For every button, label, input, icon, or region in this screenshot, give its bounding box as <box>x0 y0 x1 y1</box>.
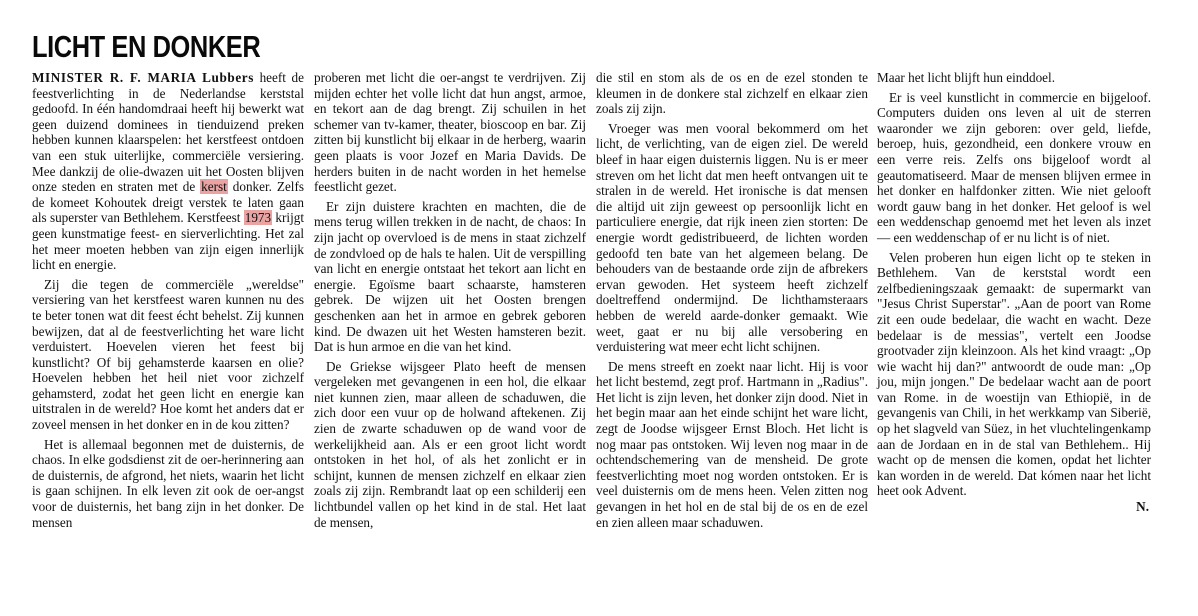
paragraph-text: heeft de feestverlichting in de Nederlandse kerststal gedoofd. In één handomdraai heeft hij bewerkt wat geen duizend dominees in tienduizend preken hebben kunnen klaarspelen: het kerstfeest ontdoen van een stuk uiterlijke, commerciële versiering. Mee dankzij de olie-dwazen uit het Oosten blijven onze steden en straten met de <box>32 70 304 195</box>
paragraph: De mens streeft en zoekt naar licht. Hij is voor het licht bestemd, zegt prof. Hartmann in „Radius". Het licht is zijn leven, het donker zijn dood. Niet in het begin maar aan het einde schijnt het ware licht, zegt de Joodse wijsgeer Ernst Bloch. Het licht is nog maar pas ontstoken. Wij leven nog maar in de ochtendschemering van de mensheid. De grote feestverlichting moet nog worden ontstoken. Er is veel duisternis om de mens heen. Velen zitten nog gevangen in het hol en de stal bij de os en de ezel en zien alleen maar schaduwen. <box>596 358 868 530</box>
highlighted-term: 1973 <box>244 210 272 226</box>
paragraph: Zij die tegen de commerciële „wereldse" versiering van het kerstfeest waren kunnen nu des te beter tonen wat dit feest écht behelst. Zij kunnen bewijzen, dat al de feestverlichting het ware licht verduistert. Hoevelen vieren het feest bij kunstlicht? Of bij gehamsterde kaarsen en olie? Hoevelen hebben het heil niet voor zichzelf gehamsterd, zodat het geen licht en energie kan uitstralen in de wereld? Hoe komt het anders dat er zoveel mensen in het donker en in de kou zitten? <box>32 276 304 433</box>
article-headline: LICHT EN DONKER <box>32 29 261 64</box>
article-column-1 <box>32 70 304 530</box>
paragraph: Het is allemaal begonnen met de duisternis, de chaos. In elke godsdienst zit de oer-herinnering aan de duisternis, de afgrond, het niets, waarin het licht is gaan schijnen. In elk leven zit ook de oer-angst voor de duisternis, het bang zijn in het donker. De mensen <box>32 436 304 530</box>
paragraph-text: krijgt geen kunstmatige feest- en sierverlichting. Het zal het meer moeten hebben van zijn eigen innerlijk licht en energie. <box>32 210 304 273</box>
paragraph <box>32 70 304 273</box>
article-column-4 <box>877 70 1151 515</box>
paragraph: proberen met licht die oer-angst te verdrijven. Zij mijden echter het volle licht dat hun angst, armoe, en tekort aan de dag brengt. Zij schuilen in het schemer van tv-kamer, theater, bioscoop en bar. Zij zitten bij kunstlicht bij elkaar in de herberg, waarin geen plaats is voor Jozef en Maria Davids. De herders buiten in de nacht worden in het hemelse feestlicht gezet. <box>314 70 586 195</box>
highlighted-term: kerst <box>201 179 227 195</box>
paragraph: Er zijn duistere krachten en machten, die de mens terug willen trekken in de nacht, de chaos: In zijn jacht op overvloed is de mens in staat zichzelf de zondvloed op de hals te halen. Uit de verspilling van licht en energie ontstaat het tekort aan licht en energie. Egoïsme baart schaarste, hamsteren gebrek. De wijzen uit het Oosten brengen geschenken aan het in armoe en gebrek geboren kind. De dwazen uit het Westen hamsteren bezit. Dat is hun armoe en die van het kind. <box>314 198 586 355</box>
paragraph: De Griekse wijsgeer Plato heeft de mensen vergeleken met gevangenen in een hol, die elkaar niet kunnen zien, maar alleen de schaduwen, die zich door een vuur op de holwand aftekenen. Zij zien de zwarte schaduwen op de wand voor de werkelijkheid aan. Als er een groot licht wordt ontstoken in het hol, of als het zonlicht er in schijnt, kunnen de mensen zichzelf en elkaar zien zoals zij zijn. Rembrandt laat op een schilderij een lichtbundel vallen op het kind in de stal. Het laat de mensen, <box>314 358 586 530</box>
paragraph: Maar het licht blijft hun einddoel. <box>877 70 1055 85</box>
paragraph: Velen proberen hun eigen licht op te steken in Bethlehem. Van de kerststal wordt een zelfbedieningszaak gemaakt: de supermarkt van "Jesus Christ Superstar". „Aan de poort van Rome zit een oude bedelaar, die wacht en wacht. Deze bedelaar is de messias", vertelt een Joodse grootvader zijn kleinzoon. Als het kind vraagt: „Op wie wacht hij dan?" antwoordt de oude man: „Op jou, mijn jongen." De bedelaar wacht aan de poort van Rome. in de woestijn van Ethiopië, in de gevangenis van Chili, in het werkkamp van Siberië, op het slagveld van Süez, in het vluchtelingenkamp aan de Jordaan en in de stal van Bethlehem.. Hij wacht op de mensen die komen, opdat het lichter kan worden in de wereld. Dat kómen naar het licht heet ook Advent. <box>877 249 1151 499</box>
paragraph-text: donker. Zelfs de komeet Kohoutek dreigt verstek te laten gaan als superster van Bethlehem. Kerstfeest <box>32 179 304 226</box>
byline-lead: MINISTER R. F. MARIA Lubbers <box>32 70 254 85</box>
author-signature: N. <box>1136 499 1149 515</box>
article-column-3 <box>596 70 868 530</box>
paragraph: die stil en stom als de os en de ezel stonden te kleumen in de donkere stal zichzelf en elkaar zien zoals zij zijn. <box>596 70 868 117</box>
paragraph: Vroeger was men vooral bekommerd om het licht, de verlichting, van de eigen ziel. De wereld bleef in haar eigen duisternis liggen. Nu is er meer streven om het licht dat men heeft ontvangen uit te stralen in de wereld. Het ironische is dat mensen die altijd uit zijn geweest op persoonlijk licht en particuliere energie, dat rijk ineen zien storten: De energie wordt gedistribueerd, de lichten worden gedoofd ten bate van het algemeen belang. De behouders van de bestaande orde zijn de afbrekers ervan gewoden. Het systeem heeft zichzelf doeltreffend ondermijnd. De lichthamsteraars hebben de wereld aarde-donker gemaakt. Wie weet, gaat er nu bij alle versobering en verduistering wat meer echt licht schijnen. <box>596 120 868 355</box>
article-column-2 <box>314 70 586 530</box>
paragraph: Er is veel kunstlicht in commercie en bijgeloof. Computers duiden ons leven al uit de sterren waaronder we zijn geboren: over geld, liefde, beroep, huis, gezondheid, een donkere vrouw en een verre reis. Zelfs ons bijgeloof wordt al geautomatiseerd. Maar de mensen blijven ermee in het donker en halfdonker zitten. Wie niet gelooft wordt gauw bang in het donker. Het geloof is wel een weddenschap genoemd met het leven als inzet — een weddenschap of er nu licht is of niet. <box>877 89 1151 245</box>
